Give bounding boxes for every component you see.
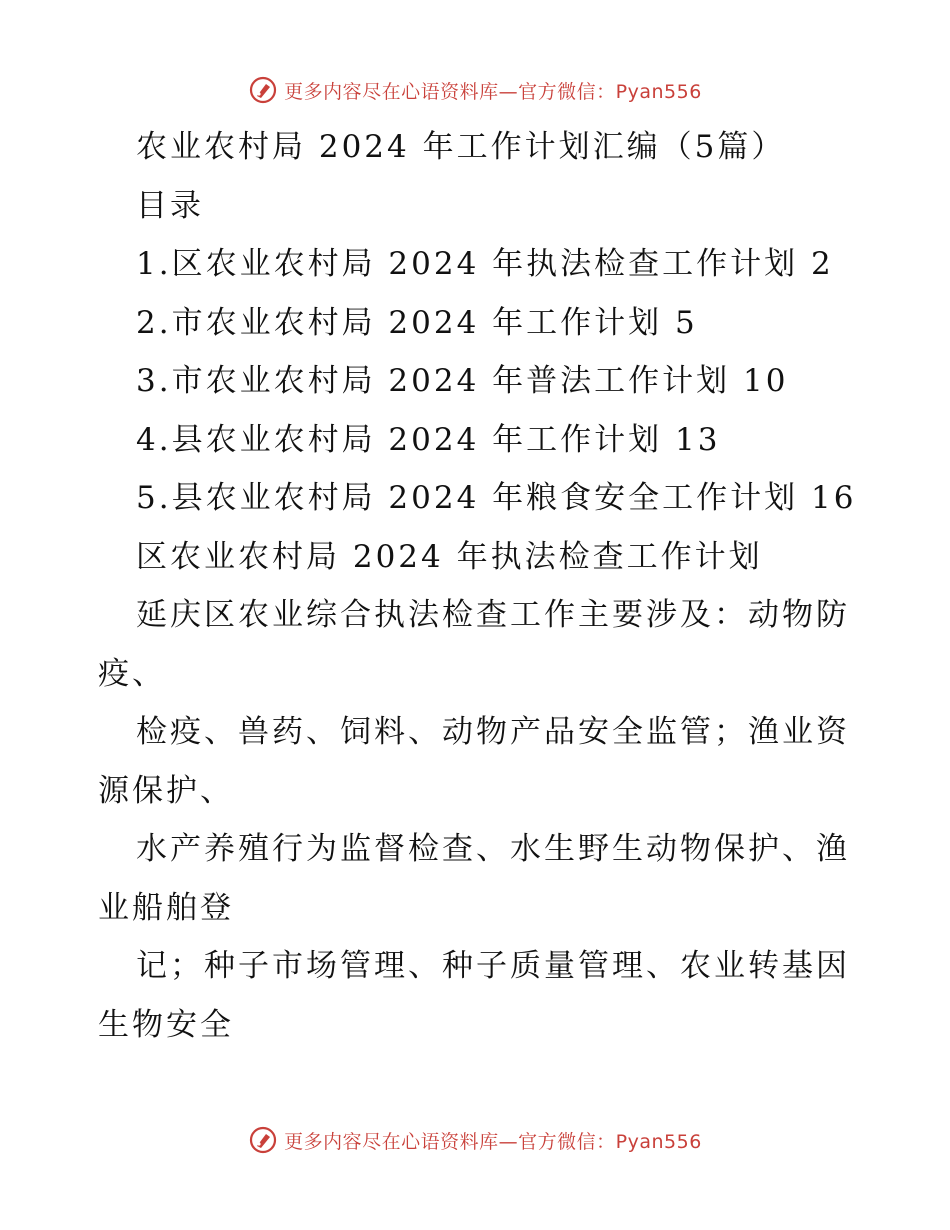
toc-item: 5.县农业农村局 2024 年粮食安全工作计划 16	[136, 480, 857, 516]
header-watermark	[0, 70, 950, 110]
toc-heading: 目录	[136, 187, 204, 224]
toc-item: 2.市农业农村局 2024 年工作计划 5	[136, 304, 698, 341]
pen-nib-logo-icon	[248, 1125, 278, 1155]
watermark-text: 更多内容尽在心语资料库—官方微信：Pyan556	[284, 1130, 702, 1153]
section-title: 区农业农村局 2024 年执法检查工作计划	[136, 538, 763, 575]
body-paragraph: 记；种子市场管理、种子质量管理、农业转基因生物安全	[98, 948, 850, 1043]
body-paragraph: 延庆区农业综合执法检查工作主要涉及：动物防疫、	[98, 597, 850, 692]
document-title: 农业农村局 2024 年工作计划汇编（5篇）	[136, 129, 786, 165]
watermark-text: 更多内容尽在心语资料库—官方微信：Pyan556	[284, 80, 702, 103]
document-body	[98, 118, 858, 1054]
toc-item: 4.县农业农村局 2024 年工作计划 13	[136, 421, 721, 458]
footer-watermark	[0, 1120, 950, 1160]
toc-item: 1.区农业农村局 2024 年执法检查工作计划 2	[136, 246, 834, 282]
body-paragraph: 检疫、兽药、饲料、动物产品安全监管；渔业资源保护、	[98, 714, 850, 809]
body-paragraph: 水产养殖行为监督检查、水生野生动物保护、渔业船舶登	[98, 831, 850, 926]
toc-item: 3.市农业农村局 2024 年普法工作计划 10	[136, 363, 789, 399]
pen-nib-logo-icon	[248, 75, 278, 105]
